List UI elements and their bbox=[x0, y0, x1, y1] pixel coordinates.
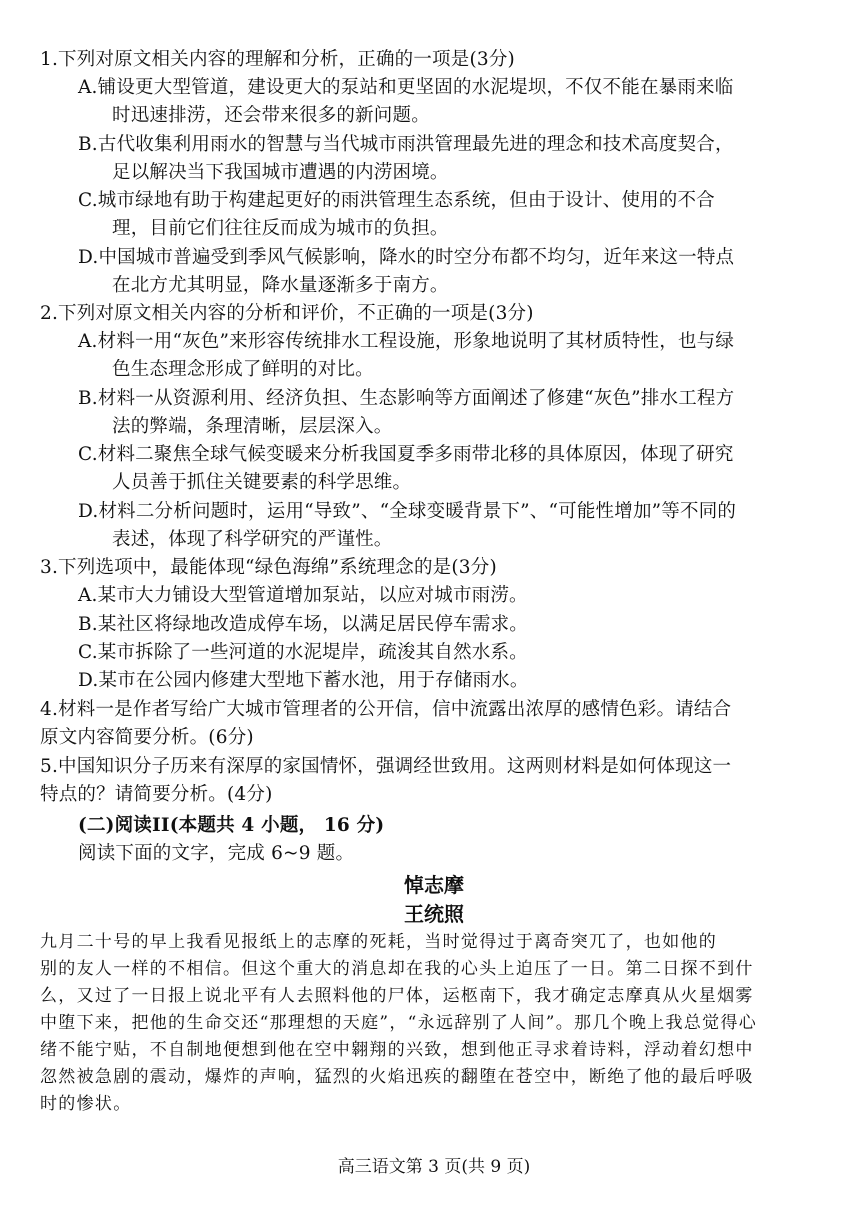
question-2-option-c: C.材料二聚焦全球气候变暖来分析我国夏季多雨带北移的具体原因，体现了研究 bbox=[78, 444, 734, 465]
question-1-stem: 1.下列对原文相关内容的理解和分析，正确的一项是(3分) bbox=[40, 49, 515, 70]
question-2-option-c-cont: 人员善于抓住关键要素的科学思维。 bbox=[112, 472, 412, 493]
article-line-7: 时的惨状。 bbox=[40, 1094, 132, 1114]
question-2-option-d: D.材料二分析问题时，运用“导致”、“全球变暖背景下”、“可能性增加”等不同的 bbox=[78, 501, 737, 522]
question-2-stem: 2.下列对原文相关内容的分析和评价，不正确的一项是(3分) bbox=[40, 303, 534, 324]
question-1-option-d: D.中国城市普遍受到季风气候影响，降水的时空分布都不均匀，近年来这一特点 bbox=[78, 247, 735, 268]
question-4-stem: 4.材料一是作者写给广大城市管理者的公开信，信中流露出浓厚的感情色彩。请结合 bbox=[40, 699, 732, 720]
article-line-5: 绪不能宁贴，不自制地便想到他在空中翱翔的兴致，想到他正寻求着诗料，浮动着幻想中 bbox=[40, 1040, 754, 1060]
article-author: 王统照 bbox=[404, 902, 464, 926]
question-2-option-b-cont: 法的弊端，条理清晰，层层深入。 bbox=[112, 416, 393, 437]
page-footer: 高三语文第 3 页(共 9 页) bbox=[337, 1157, 531, 1177]
section-heading: (二)阅读II(本题共 4 小题， 16 分) bbox=[78, 815, 385, 836]
question-5-stem-cont: 特点的？请简要分析。(4分) bbox=[40, 784, 273, 805]
article-line-2: 别的友人一样的不相信。但这个重大的消息却在我的心头上迫压了一日。第二日探不到什 bbox=[40, 959, 754, 979]
question-1-option-c-cont: 理，目前它们往往反而成为城市的负担。 bbox=[112, 218, 449, 239]
question-1-option-c: C.城市绿地有助于构建起更好的雨洪管理生态系统，但由于设计、使用的不合 bbox=[78, 190, 715, 211]
question-2-option-a-cont: 色生态理念形成了鲜明的对比。 bbox=[112, 359, 374, 380]
question-1-option-b: B.古代收集利用雨水的智慧与当代城市雨洪管理最先进的理念和技术高度契合， bbox=[78, 134, 734, 155]
article-line-1: 九月二十号的早上我看见报纸上的志摩的死耗，当时觉得过于离奇突兀了，也如他的 bbox=[40, 932, 718, 952]
question-3-option-c: C.某市拆除了一些河道的水泥堤岸，疏浚其自然水系。 bbox=[78, 642, 528, 663]
article-line-3: 么，又过了一日报上说北平有人去照料他的尸体，运柩南下，我才确定志摩真从火星烟雾 bbox=[40, 986, 754, 1006]
question-1-option-a-cont: 时迅速排涝，还会带来很多的新问题。 bbox=[112, 105, 430, 126]
question-3-stem: 3.下列选项中，最能体现“绿色海绵”系统理念的是(3分) bbox=[40, 557, 497, 578]
article-line-6: 忽然被急剧的震动，爆炸的声响，猛烈的火焰迅疾的翻堕在苍空中，断绝了他的最后呼吸 bbox=[40, 1067, 754, 1087]
question-1-option-d-cont: 在北方尤其明显，降水量逐渐多于南方。 bbox=[112, 275, 449, 296]
question-3-option-b: B.某社区将绿地改造成停车场，以满足居民停车需求。 bbox=[78, 614, 528, 635]
question-1-option-b-cont: 足以解决当下我国城市遭遇的内涝困境。 bbox=[112, 162, 449, 183]
question-1-option-a: A.铺设更大型管道，建设更大的泵站和更坚固的水泥堤坝，不仅不能在暴雨来临 bbox=[78, 77, 734, 98]
section-instruction: 阅读下面的文字，完成 6~9 题。 bbox=[78, 843, 355, 864]
article-line-4: 中堕下来，把他的生命交还“那理想的天庭”，“永远辞别了人间”。那几个晚上我总觉得心 bbox=[40, 1013, 758, 1033]
question-3-option-a: A.某市大力铺设大型管道增加泵站，以应对城市雨涝。 bbox=[78, 585, 528, 606]
question-2-option-a: A.材料一用“灰色”来形容传统排水工程设施，形象地说明了其材质特性，也与绿 bbox=[78, 331, 735, 352]
question-3-option-d: D.某市在公园内修建大型地下蓄水池，用于存储雨水。 bbox=[78, 670, 529, 691]
article-title: 悼志摩 bbox=[404, 873, 464, 897]
question-2-option-b: B.材料一从资源利用、经济负担、生态影响等方面阐述了修建“灰色”排水工程方 bbox=[78, 388, 735, 409]
question-5-stem: 5.中国知识分子历来有深厚的家国情怀，强调经世致用。这两则材料是如何体现这一 bbox=[40, 756, 732, 777]
question-4-stem-cont: 原文内容简要分析。(6分) bbox=[40, 727, 254, 748]
question-2-option-d-cont: 表述，体现了科学研究的严谨性。 bbox=[112, 529, 393, 550]
